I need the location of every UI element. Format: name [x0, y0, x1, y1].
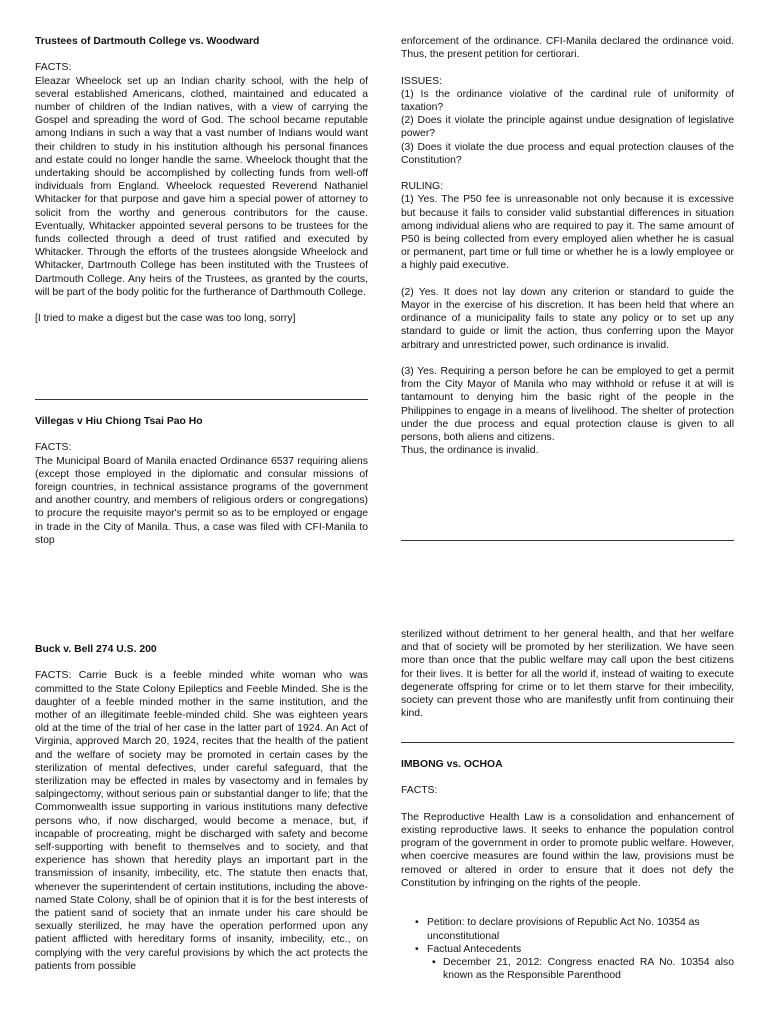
section-divider	[401, 742, 734, 743]
case-title-dartmouth: Trustees of Dartmouth College vs. Woodward	[35, 36, 260, 47]
ruling-item: (2) Yes. It does not lay down any criterion or standard to guide the Mayor in the exercise of his discretion. It has been held that where an ordinance of a municipality fails to state any policy or to set up any standard to guide or limit the action, thus conferring upon the Mayor arbitrary and unrestricted power, such ordinance is invalid.	[401, 286, 734, 351]
facts-paragraph: Eleazar Wheelock set up an Indian charity school, with the help of several established Americans, clothed, maintained and educated a number of children of the Indian natives, with a view of carrying the Gospel and spreading the word of God. The school became reputable among Indians in such a way that a vast number of Indians would want their children to study in his institution although his personal finances and estate could no longer handle the same. Wheelock thought that the undertaking should be accomplished by collecting funds from well-off individuals from England. Wheelock requested Reverend Nathaniel Whitacker for that purpose and gave him a special power of attorney to solicit from the worthy and generous contributors for the cause. Eventually, Whitacker appointed several persons to be trustees for the funds collected through a deed of trust ratified and executed by Whitacker. Through the efforts of the trustees alongside Wheelock and Whitacker, Dartmouth College has been instituted with the Trustees of Dartmouth College. Any heirs of the Trustees, as granted by the courts, will be part of the body politic for the furtherance of Darthmouth College.	[35, 75, 368, 298]
facts-heading: FACTS:	[35, 62, 72, 74]
bottom-right-column-2	[401, 758, 734, 982]
case-title-buck: Buck v. Bell 274 U.S. 200	[35, 644, 157, 655]
facts-heading: FACTS:	[401, 785, 438, 797]
sub-bullet-item: ▪ December 21, 2012: Congress enacted RA No. 10354 also known as the Responsible Parenthood	[443, 956, 734, 982]
issue-item: (2) Does it violate the principle against undue designation of legislative power?	[401, 115, 734, 140]
top-right-column	[401, 35, 734, 457]
facts-heading: FACTS:	[35, 442, 72, 454]
top-left-column-2	[35, 415, 368, 547]
top-left-column	[35, 35, 368, 325]
section-divider	[401, 540, 734, 541]
facts-paragraph: The Municipal Board of Manila enacted Ordinance 6537 requiring aliens (except those employed in the diplomatic and consular missions of foreign countries, in technical assistance programs of the government and another country, and members of religious orders or congregations) to procure the requisite mayor's permit so as to be employed or engage in trade in the City of Manila. Thus, a case was filed with CFI-Manila to stop	[35, 455, 368, 546]
facts-paragraph: FACTS: Carrie Buck is a feeble minded white woman who was committed to the State Colony Epileptics and Feeble Minded. She is the daughter of a feeble minded mother in the same institution, and the mother of an illegitimate feeble-minded child. She was eighteen years old at the time of the trial of her case in the latter part of 1924. An Act of Virginia, approved March 20, 1924, recites that the health of the patient and the welfare of society may be promoted in certain cases by the sterilization of mental defectives, under careful safeguard, that the sterilization may be effected in males by vasectomy and in females by salpingectomy, without serious pain or substantial danger to life; that the Commonwealth issue supporting in various institutions many defective persons who, if now discharged, would become a menace, but, if incapable of procreating, might be discharged with safety and become self-supporting with benefit to themselves and to society, and that experience has shown that heredity plays an important part in the transmission of insanity, imbecility, etc. The statute then enacts that, whenever the superintendent of certain institutions, including the above-named State Colony, shall be of opinion that it is for the best interests of the patient sand of society that an inmate under his care should be sexually sterilized, he may have the operation performed upon any patient afflicted with hereditary forms of insanity, imbecility, etc., on complying with the very careful provisions by which the act protects the patients from possible	[35, 670, 368, 972]
bullet-label: Factual Antecedents	[427, 943, 522, 955]
section-divider	[35, 399, 368, 400]
issues-heading: ISSUES:	[401, 75, 442, 87]
bottom-left-column	[35, 643, 368, 973]
continuation-paragraph: sterilized without detriment to her general health, and that her welfare and that of society will be promoted by her sterilization. We have seen more than once that the public welfare may call upon the best citizens for their lives. It is better for all the world if, instead of waiting to execute degenerate offspring for crime or to let them starve for their imbecility, society can prevent those who are manifestly unfit from continuing their kind.	[401, 629, 734, 720]
author-note: [I tried to make a digest but the case was too long, sorry]	[35, 313, 296, 325]
ruling-item: (3) Yes. Requiring a person before he can be employed to get a permit from the City Mayor of Manila who may withhold or refuse it at will is tantamount to denying him the basic right of the people in the Philippines to engage in a means of livelihood. The shelter of protection under the due process and equal protection clause is given to all persons, both aliens and citizens.	[401, 366, 734, 444]
bullet-item	[427, 943, 734, 983]
issue-item: (3) Does it violate the due process and equal protection clauses of the Constitution?	[401, 141, 734, 166]
continuation-paragraph: enforcement of the ordinance. CFI-Manila declared the ordinance void. Thus, the present petition for certiorari.	[401, 36, 734, 61]
issue-item: (1) Is the ordinance violative of the cardinal rule of uniformity of taxation?	[401, 88, 734, 113]
bottom-right-column	[401, 628, 734, 720]
sub-bullet-list	[427, 956, 734, 982]
ruling-item: (1) Yes. The P50 fee is unreasonable not only because it is excessive but because it fails to consider valid substantial differences in situation among individual aliens who are required to pay it. The same amount of P50 is being collected from every employed alien whether he is casual or permanent, part time or full time or whether he is a lowly employee or a highly paid executive.	[401, 194, 734, 272]
case-title-imbong: IMBONG vs. OCHOA	[401, 759, 503, 770]
ruling-heading: RULING:	[401, 181, 444, 193]
facts-paragraph: The Reproductive Health Law is a consolidation and enhancement of existing reproductive laws. It seeks to enhance the population control program of the government in order to promote public welfare. However, when coercive measures are found within the law, provisions must be removed or altered in order to ensure that it does not defy the Constitution by infringing on the rights of the people.	[401, 811, 734, 889]
bullet-item: • Petition: to declare provisions of Republic Act No. 10354 as unconstitutional	[427, 916, 734, 942]
conclusion: Thus, the ordinance is invalid.	[401, 445, 539, 457]
facts-bullet-list	[401, 916, 734, 982]
case-title-villegas: Villegas v Hiu Chiong Tsai Pao Ho	[35, 416, 203, 427]
